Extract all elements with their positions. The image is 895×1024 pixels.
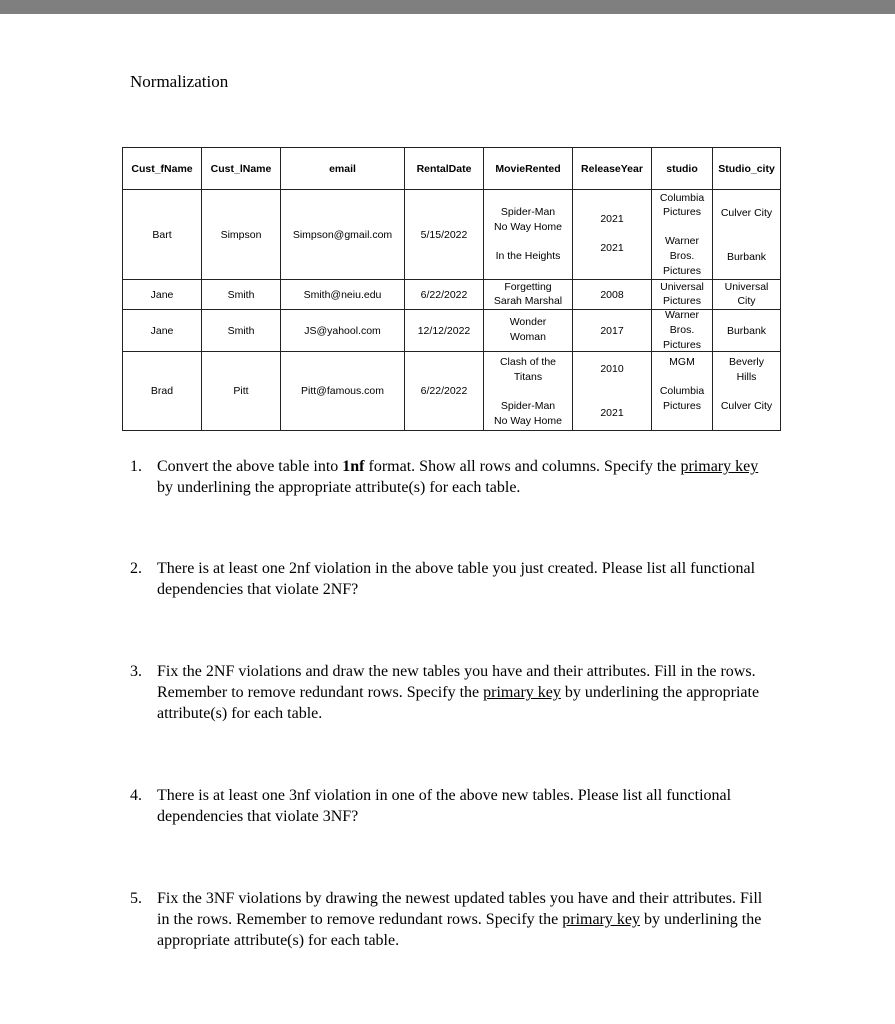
header-cell: Cust_fName [123,148,202,190]
date-cell: 12/12/2022 [405,310,484,352]
studio-line: Columbia [659,385,705,397]
movie-cell [484,352,573,431]
question-text: There is at least one 3nf violation in one of the above new tables. Please list all functional dependencies that violate 3NF? [157,787,732,825]
city-cell [713,280,781,310]
city-line: City [737,295,756,307]
table-row [123,352,781,431]
movie-line: Clash of the [499,356,557,368]
studio-line: MGM [669,356,695,368]
date-cell: 6/22/2022 [405,352,484,431]
studio-line: Pictures [663,295,701,307]
studio-line: Pictures [663,206,701,218]
city-cell [713,352,781,431]
movie-line: Titans [513,371,543,383]
studio-cell [652,310,713,352]
header-cell: MovieRented [484,148,573,190]
year-line: 2021 [600,242,624,254]
studio-line: Pictures [663,400,701,412]
year-cell [573,352,652,431]
primary-key-underlined: primary key [483,684,561,701]
table-header-row [123,148,781,190]
question-text-part: Convert the above table into [157,458,343,475]
table-row [123,190,781,280]
fname-cell: Jane [123,280,202,310]
table-row [123,280,781,310]
studio-line: Universal [660,281,704,293]
header-cell: studio [652,148,713,190]
city-line: Hills [736,371,757,383]
question-text [157,661,777,724]
header-cell: ReleaseYear [573,148,652,190]
studio-line: Bros. [669,250,695,262]
email-cell: Simpson@gmail.com [281,190,405,280]
header-cell: RentalDate [405,148,484,190]
studio-cell [652,352,713,431]
lname-cell: Smith [202,310,281,352]
movie-line: Forgetting [504,281,552,293]
year-line: 2021 [600,407,624,419]
fname-cell: Jane [123,310,202,352]
question-text-part: format. Show all rows and columns. Specify the [364,458,681,475]
question-number: 2. [130,560,142,577]
header-cell: Studio_city [713,148,781,190]
fname-cell: Bart [123,190,202,280]
studio-line: Pictures [663,265,701,277]
year-cell: 2017 [573,310,652,352]
question-text [157,456,777,498]
studio-cell [652,190,713,280]
city-line: Burbank [726,251,767,263]
primary-key-underlined: primary key [562,911,640,928]
movie-line: Spider-Man [500,206,556,218]
fname-cell: Brad [123,352,202,431]
studio-cell [652,280,713,310]
movie-line: Woman [510,331,546,343]
studio-line: Bros. [669,324,695,336]
header-cell: email [281,148,405,190]
window-top-bar [0,0,895,14]
question-bold-text: 1nf [342,458,365,475]
email-cell: Smith@neiu.edu [281,280,405,310]
lname-cell: Smith [202,280,281,310]
city-cell [713,190,781,280]
year-line: 2021 [600,213,624,225]
question-number: 4. [130,787,142,804]
year-cell [573,190,652,280]
movie-line: No Way Home [494,221,562,233]
movie-line: Wonder [509,316,547,328]
movie-line: Sarah Marshal [493,295,563,307]
studio-line: Columbia [659,192,705,204]
city-line: Universal [724,281,769,293]
city-line: Culver City [720,400,773,412]
movie-line: In the Heights [495,250,561,262]
city-line: Culver City [720,207,773,219]
question-number: 5. [130,890,142,907]
question-text-part: by underlining the appropriate attribute(s) for each table. [157,479,521,496]
movie-line: Spider-Man [500,400,556,412]
studio-line: Warner [664,309,700,321]
question-text-part: Fix the 3NF violations by drawing the newest updated tables you have and their attributes. Fill in the rows. Remember to remove redundant rows. Specify the [157,890,763,928]
question-text-part: by underlining the appropriate attribute(s) for each table. [157,911,762,949]
primary-key-underlined: primary key [680,458,759,475]
question-number: 3. [130,663,142,680]
year-cell: 2008 [573,280,652,310]
email-cell: JS@yahool.com [281,310,405,352]
studio-line: Pictures [663,339,701,351]
question-text-part: by underlining the appropriate attribute(s) for each table. [157,684,760,722]
question-text [157,888,777,951]
lname-cell: Simpson [202,190,281,280]
lname-cell: Pitt [202,352,281,431]
movie-cell [484,280,573,310]
city-cell: Burbank [713,310,781,352]
movie-cell [484,190,573,280]
question-text: There is at least one 2nf violation in the above table you just created. Please list all functional dependencies that violate 2NF? [157,560,756,598]
studio-line: Warner [664,235,700,247]
rental-table [122,147,781,431]
city-line: Beverly [728,356,764,368]
question-text-part: Fix the 2NF violations and draw the new tables you have and their attributes. Fill in the rows. Remember to remove redundant rows. Specify the [157,663,756,701]
question-number: 1. [130,458,142,475]
page-title: Normalization [130,72,229,91]
table-row [123,310,781,352]
date-cell: 5/15/2022 [405,190,484,280]
year-line: 2010 [600,363,624,375]
movie-cell [484,310,573,352]
header-cell: Cust_lName [202,148,281,190]
movie-line: No Way Home [494,415,562,427]
email-cell: Pitt@famous.com [281,352,405,431]
date-cell: 6/22/2022 [405,280,484,310]
